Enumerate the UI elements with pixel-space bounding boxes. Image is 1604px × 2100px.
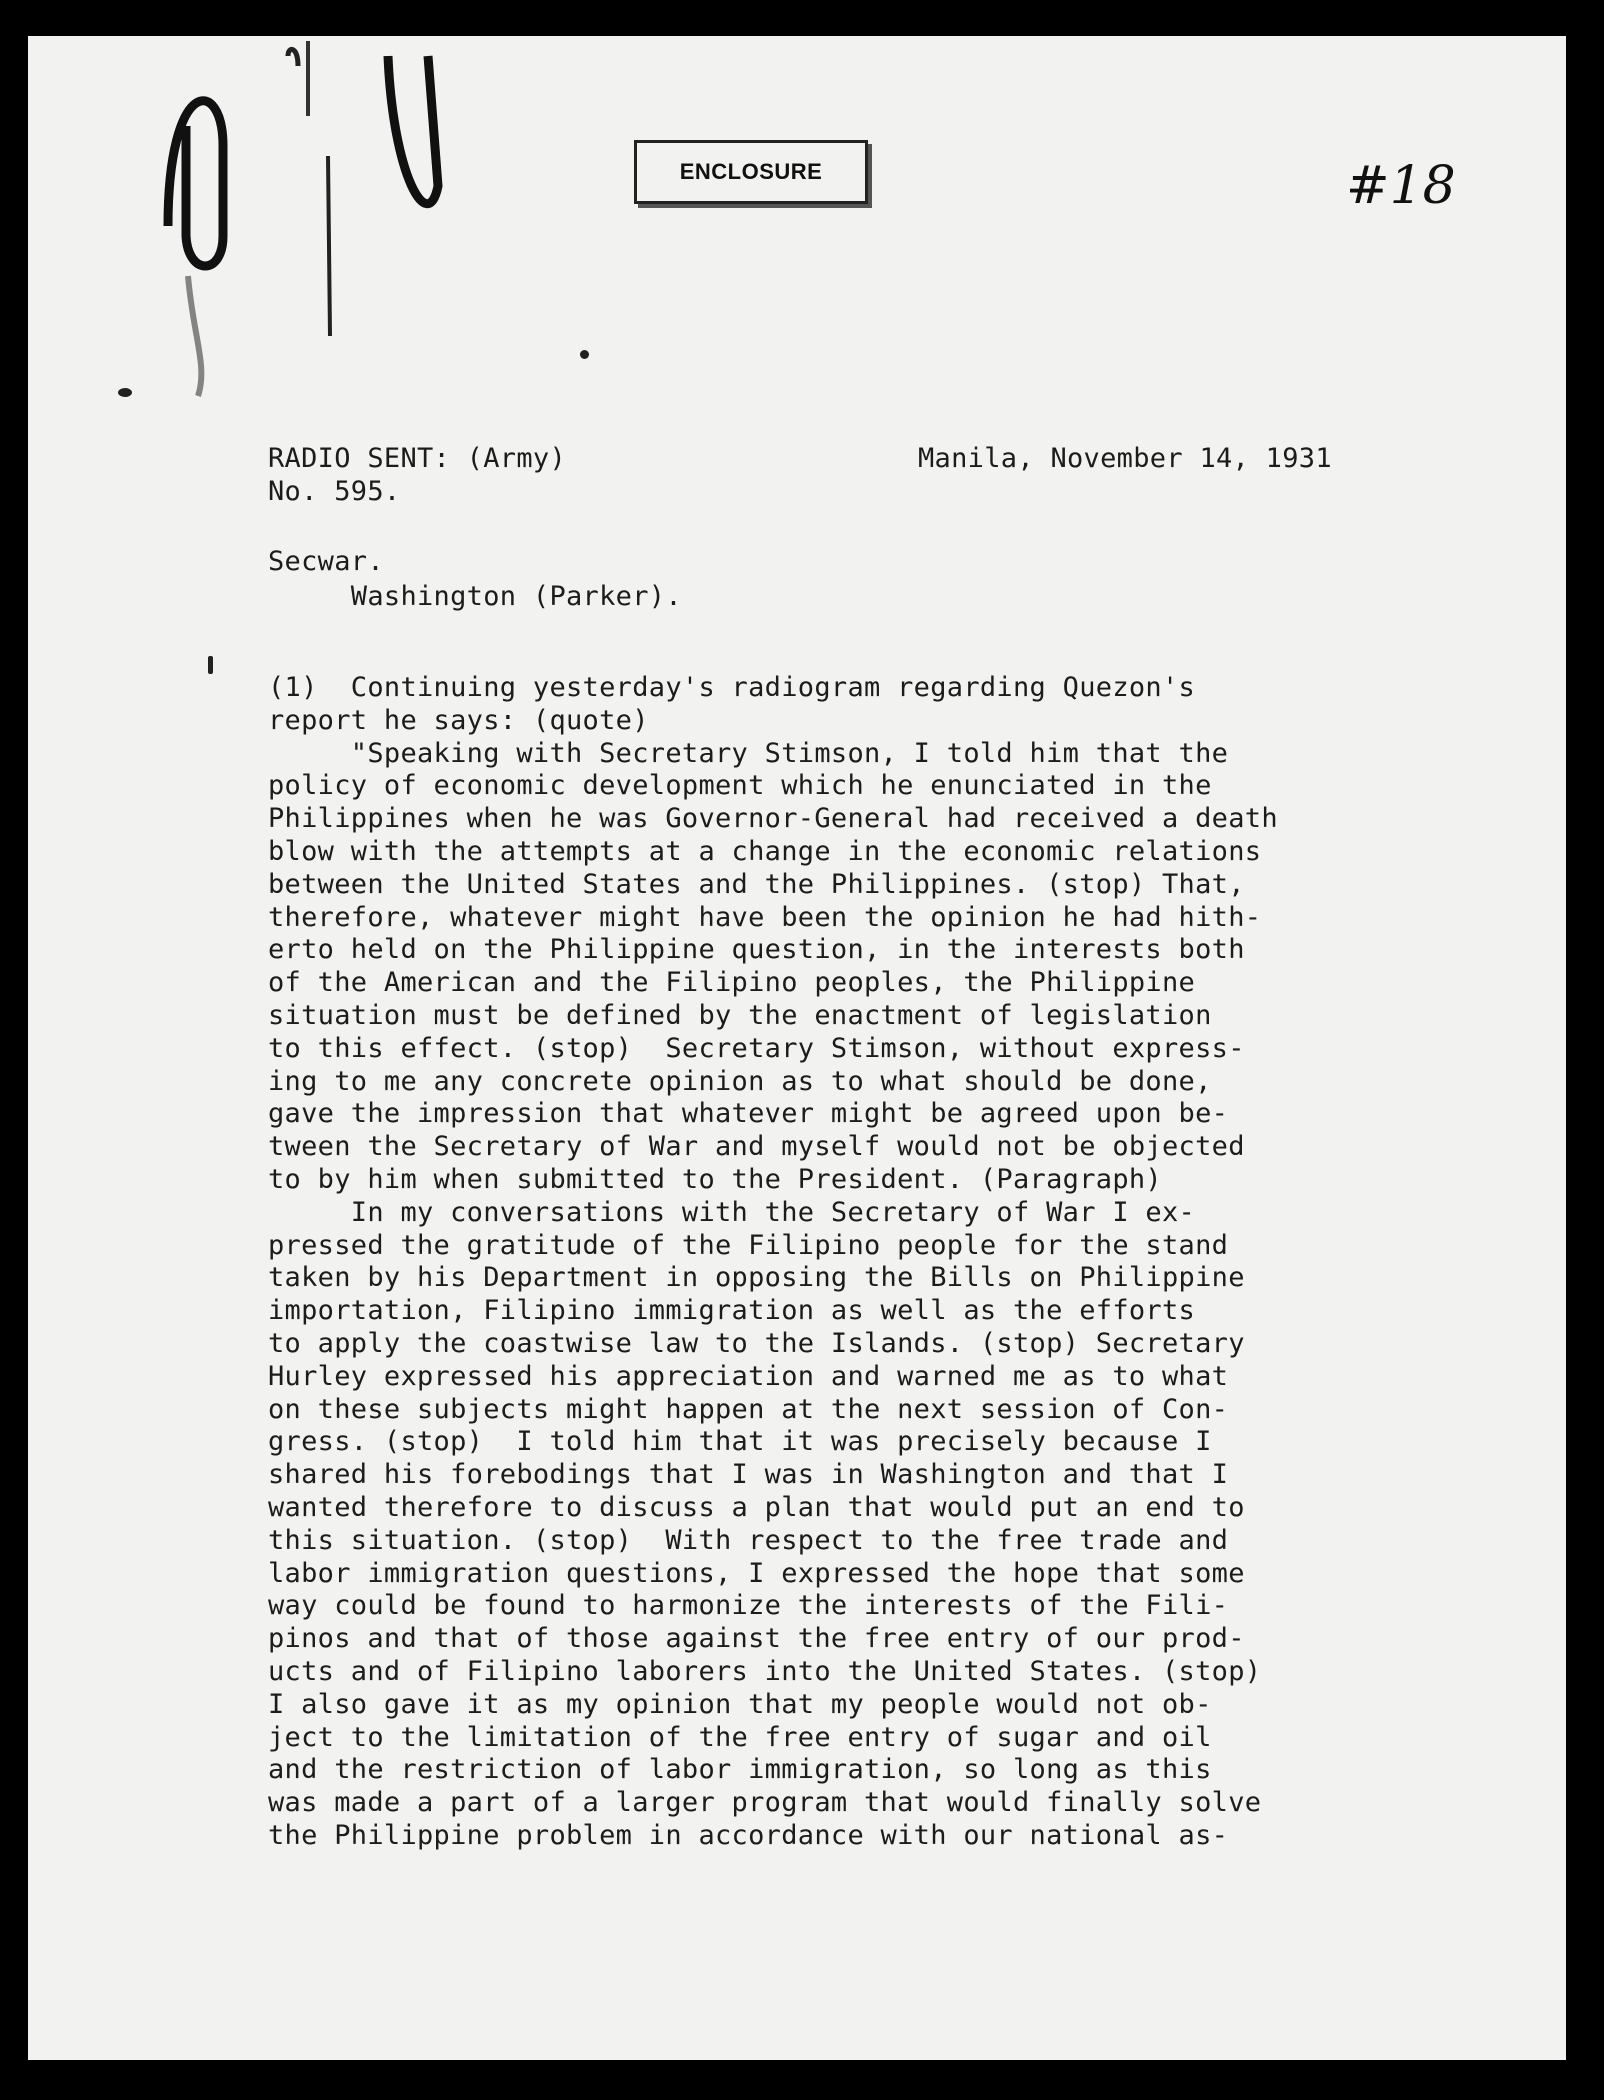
document-page <box>28 36 1566 2060</box>
body-line: taken by his Department in opposing the Bills on Philippine <box>268 1262 1245 1294</box>
body-line: pressed the gratitude of the Filipino people for the stand <box>268 1229 1229 1261</box>
body-line: the Philippine problem in accordance with our national as- <box>268 1819 1229 1851</box>
body-line: report he says: (quote) <box>268 704 649 736</box>
body-line: to apply the coastwise law to the Islands. (stop) Secretary <box>268 1327 1245 1359</box>
body-line: therefore, whatever might have been the opinion he had hith- <box>268 901 1262 933</box>
body-line: was made a part of a larger program that would finally solve <box>268 1787 1262 1819</box>
body-line: between the United States and the Philippines. (stop) That, <box>268 868 1245 900</box>
ink-dot <box>118 388 132 397</box>
body-line: situation must be defined by the enactment of legislation <box>268 999 1212 1031</box>
body-line: to this effect. (stop) Secretary Stimson, without express- <box>268 1032 1245 1064</box>
body-line: gave the impression that whatever might be agreed upon be- <box>268 1098 1229 1130</box>
radio-sent-line: RADIO SENT: (Army) <box>268 443 566 474</box>
ink-mark <box>208 656 213 674</box>
body-line: pinos and that of those against the free entry of our prod- <box>268 1623 1245 1655</box>
body-line: this situation. (stop) With respect to the free trade and <box>268 1524 1229 1556</box>
body-line: gress. (stop) I told him that it was precisely because I <box>268 1426 1212 1458</box>
addressee-block <box>268 544 682 614</box>
body-line: on these subjects might happen at the next session of Con- <box>268 1393 1229 1425</box>
body-line: way could be found to harmonize the interests of the Fili- <box>268 1590 1229 1622</box>
message-number: No. 595. <box>268 476 401 507</box>
body-line: "Speaking with Secretary Stimson, I told him that the <box>268 737 1229 769</box>
body-line: wanted therefore to discuss a plan that would put an end to <box>268 1491 1245 1523</box>
body-line: policy of economic development which he enunciated in the <box>268 770 1212 802</box>
body-line: ject to the limitation of the free entry of sugar and oil <box>268 1721 1212 1753</box>
message-body <box>268 672 1278 1853</box>
place-date: Manila, November 14, 1931 <box>918 443 1332 474</box>
body-line: to by him when submitted to the President. (Paragraph) <box>268 1163 1162 1195</box>
body-line: erto held on the Philippine question, in the interests both <box>268 934 1245 966</box>
body-line: labor immigration questions, I expressed the hope that some <box>268 1557 1245 1589</box>
body-line: Hurley expressed his appreciation and warned me as to what <box>268 1360 1229 1392</box>
addressee-line-2: Washington (Parker). <box>268 581 682 612</box>
message-type-block <box>268 442 566 508</box>
body-line: importation, Filipino immigration as well as the efforts <box>268 1295 1196 1327</box>
paper-clip-marks <box>128 36 548 436</box>
enclosure-stamp: ENCLOSURE <box>634 140 868 204</box>
body-line: blow with the attempts at a change in the economic relations <box>268 835 1262 867</box>
addressee-line-1: Secwar. <box>268 546 384 577</box>
body-line: Philippines when he was Governor-General had received a death <box>268 803 1278 835</box>
handwritten-page-number: #18 <box>1346 156 1456 216</box>
body-line: tween the Secretary of War and myself would not be objected <box>268 1131 1245 1163</box>
body-line: ing to me any concrete opinion as to what should be done, <box>268 1065 1212 1097</box>
body-line: In my conversations with the Secretary of War I ex- <box>268 1196 1196 1228</box>
ink-dot <box>580 350 589 359</box>
body-line: I also gave it as my opinion that my people would not ob- <box>268 1688 1212 1720</box>
body-line: and the restriction of labor immigration, so long as this <box>268 1754 1212 1786</box>
body-line: of the American and the Filipino peoples, the Philippine <box>268 967 1196 999</box>
body-line: shared his forebodings that I was in Washington and that I <box>268 1459 1229 1491</box>
body-line: (1) Continuing yesterday's radiogram regarding Quezon's <box>268 672 1196 703</box>
body-line: ucts and of Filipino laborers into the United States. (stop) <box>268 1655 1262 1687</box>
